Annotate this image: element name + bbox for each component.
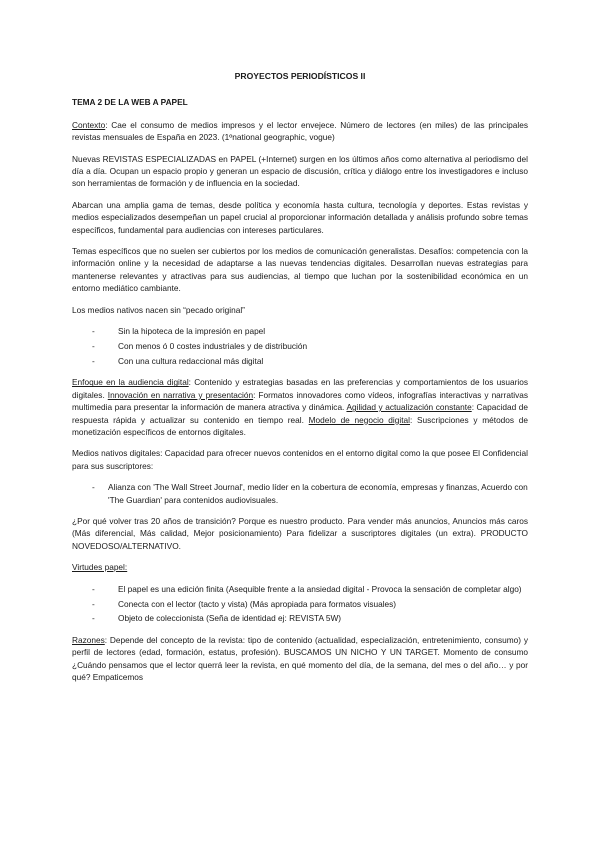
modelo-negocio-label: Modelo de negocio digital: [308, 414, 410, 425]
paragraph-por-que-volver: ¿Por qué volver tras 20 años de transición? Porque es nuestro producto. Para vender más anuncios, Anuncios más caros (Más diferencial, Más calidad, Mejor posicionamiento) Para fidelizar a suscriptores digitales (un extra). PRODUCTO NOVEDOSO/ALTERNATIVO.: [72, 515, 528, 551]
list-confidencial: [72, 481, 528, 506]
list-medios-nativos: [72, 325, 528, 367]
razones-label: Razones: [72, 634, 105, 645]
list-item: - El papel es una edición finita (Asequible frente a la ansiedad digital - Provoca la sensación de completar algo): [92, 583, 522, 594]
dash-bullet: -: [92, 598, 95, 609]
list-item: - Con menos ó 0 costes industriales y de distribución: [92, 341, 308, 351]
list-item: - Alianza con 'The Wall Street Journal', medio líder en la cobertura de economía, empresas y finanzas, Acuerdo con 'The Guardian' para contenidos audiovisuales.: [92, 482, 528, 505]
dash-bullet: -: [92, 355, 95, 366]
dash-bullet: -: [92, 583, 95, 594]
contexto-label: Contexto: [72, 119, 106, 130]
virtudes-heading: [72, 561, 528, 573]
list-item: - Objeto de coleccionista (Seña de identidad ej: REVISTA 5W): [92, 613, 342, 624]
paragraph-contexto: [72, 119, 528, 144]
paragraph-temas-especificos: Temas específicos que no suelen ser cubiertos por los medios de comunicación generalistas. Desafíos: competencia con la información online y la necesidad de adaptarse a las nuevas tendencias digitales. Desarrollan nuevas estrategias para mantenerse relevantes y atractivas para sus audiencias, al tiempo que luchan por la sostenibilidad económica en un entorno mediático cambiante.: [72, 246, 528, 294]
enfoque-label: Enfoque en la audiencia digital: [72, 377, 189, 388]
innovacion-label: Innovación en narrativa y presentación: [107, 389, 254, 400]
agilidad-label: Agilidad y actualización constante: [346, 402, 472, 413]
paragraph-medios-nativos-digitales: Medios nativos digitales: Capacidad para ofrecer nuevos contenidos en el entorno digital como la que posee El Confidencial para sus suscriptores:: [72, 448, 528, 471]
paragraph-enfoque: Enfoque en la audiencia digital: Contenido y estrategias basadas en las preferencias y comportamientos de los usuarios digitales. Innovación en narrativa y presentación: Formatos innovadores como vídeos, infografías interactivas y narrativas multimedia para presentar la información de manera atractiva y dinámica. Agilidad y actualización constante: Capacidad de respuesta rápida y actualizar su contenido en tiempo real. Modelo de negocio digital: Suscripciones y métodos de monetización específicos de entornos digitales.: [72, 377, 529, 437]
razones-text: : Depende del concepto de la revista: tipo de contenido (actualidad, especialización, entretenimiento, consumo) y perfil de lectores (edad, formación, estatus, profesión). BUSCAMOS UN NICHO Y UN TARGET. Momento de consumo ¿Cuándo pensamos que el lector querrá leer la revista, en qué momento del día, de la semana, del mes o del año… y por qué? Empaticemos: [72, 634, 528, 683]
contexto-text: : Cae el consumo de medios impresos y el lector envejece. Número de lectores (en miles) de las principales revistas mensuales de España en 2023. (1ºnational geographic, vogue): [72, 119, 528, 143]
list-item: - Sin la hipoteca de la impresión en papel: [92, 326, 266, 337]
list-virtudes: [72, 583, 528, 625]
paragraph-nuevas-revistas: Nuevas REVISTAS ESPECIALIZADAS en PAPEL (+Internet) surgen en los últimos años como alternativa al periodismo del día a día. Ocupan un espacio propio y generan un espacio de discusión, crítica y diálogo entre los investigadores e incluso son herramientas de formación y de influencia en la sociedad.: [72, 153, 528, 189]
document-subtitle: TEMA 2 DE LA WEB A PAPEL: [72, 97, 188, 108]
document-title: PROYECTOS PERIODÍSTICOS II: [234, 71, 366, 81]
paragraph-medios-nativos-intro: Los medios nativos nacen sin “pecado original”: [72, 304, 245, 315]
dash-bullet: -: [92, 482, 95, 493]
paragraph-razones: [72, 634, 528, 684]
dash-bullet: -: [92, 613, 95, 624]
dash-bullet: -: [92, 326, 95, 337]
list-item: - Conecta con el lector (tacto y vista) (Más apropiada para formatos visuales): [92, 598, 397, 609]
list-item: - Con una cultura redaccional más digital: [92, 355, 264, 366]
virtudes-label: Virtudes papel:: [72, 562, 128, 573]
dash-bullet: -: [92, 341, 95, 351]
paragraph-abarcan: Abarcan una amplia gama de temas, desde política y economía hasta cultura, tecnología y deportes. Estas revistas y medios especializados desempeñan un papel crucial al proporcionar información detallada y análisis profundo sobre temas específicos, fundamental para audiencias con intereses particulares.: [72, 199, 528, 235]
